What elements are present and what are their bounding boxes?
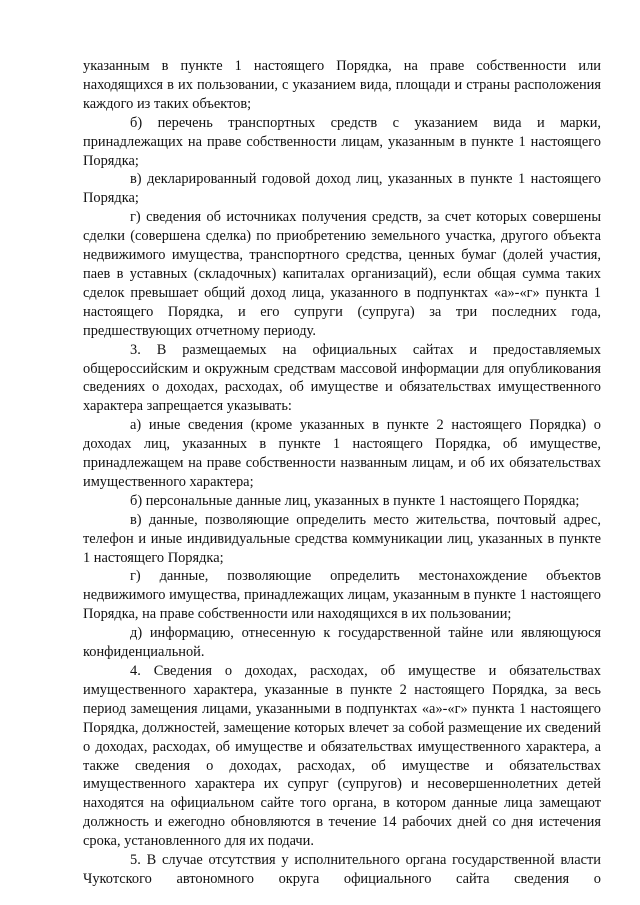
paragraph-8: в) данные, позволяющие определить место жительства, почтовый адрес, телефон и иные индивидуальные средства коммуникации лиц, указанных в пункте 1 настоящего Порядка; [83, 511, 601, 566]
paragraph-1: указанным в пункте 1 настоящего Порядка, на праве собственности или находящихся в их пользовании, с указанием вида, площади и страны расположения каждого из таких объектов; [83, 58, 601, 112]
paragraph-9: г) данные, позволяющие определить местонахождение объектов недвижимого имущества, принадлежащих лицам, указанным в пункте 1 настоящего Порядка, на праве собственности или находящихся в их пользовании; [83, 568, 601, 623]
paragraph-7: б) персональные данные лиц, указанных в пункте 1 настоящего Порядка; [130, 492, 580, 509]
paragraph-6: а) иные сведения (кроме указанных в пункте 2 настоящего Порядка) о доходах лиц, указанных в пункте 1 настоящего Порядка, об имуществе, принадлежащем на праве собственности названным лицам, и об их обязательствах имущественного характера; [83, 417, 601, 490]
paragraph-5: 3. В размещаемых на официальных сайтах и предоставляемых общероссийским и окружным средствам массовой информации для опубликования сведениях о доходах, расходах, об имуществе и обязательствах имущественного характера запрещается указывать: [83, 341, 601, 415]
paragraph-12: 5. В случае отсутствия у исполнительного органа государственной власти Чукотского автономного округа официального сайта сведения о [83, 852, 601, 887]
paragraph-3: в) декларированный годовой доход лиц, указанных в пункте 1 настоящего Порядка; [83, 171, 601, 207]
document-page [83, 57, 601, 889]
paragraph-11: 4. Сведения о доходах, расходах, об имуществе и обязательствах имущественного характера, указанные в пункте 2 настоящего Порядка, за весь период замещения лицами, указанными в подпунктах «а»-«г» пункта 1 настоящего Порядка, должностей, замещение которых влечет за собой размещение их сведений о доходах, расходах, об имуществе и обязательствах имущественного характера, а также сведения о доходах, расходах, об имуществе и обязательствах имущественного характера их супруг (супругов) и несовершеннолетних детей находятся на официальном сайте того органа, в котором данные лица замещают должность и ежегодно обновляются в течение 14 рабочих дней со дня истечения срока, установленного для их подачи. [83, 663, 601, 850]
paragraph-4: г) сведения об источниках получения средств, за счет которых совершены сделки (совершена сделка) по приобретению земельного участка, другого объекта недвижимого имущества, транспортного средства, ценных бумаг (долей участия, паев в уставных (складочных) капиталах организаций), если общая сумма таких сделок превышает общий доход лица, указанного в подпунктах «а»-«г» пункта 1 настоящего Порядка, и его супруги (супруга) за три последних года, предшествующих отчетному периоду. [83, 209, 601, 339]
paragraph-10: д) информацию, отнесенную к государственной тайне или являющуюся конфиденциальной. [83, 625, 601, 661]
paragraph-2: б) перечень транспортных средств с указанием вида и марки, принадлежащих на праве собственности лицам, указанным в пункте 1 настоящего Порядка; [83, 114, 601, 169]
